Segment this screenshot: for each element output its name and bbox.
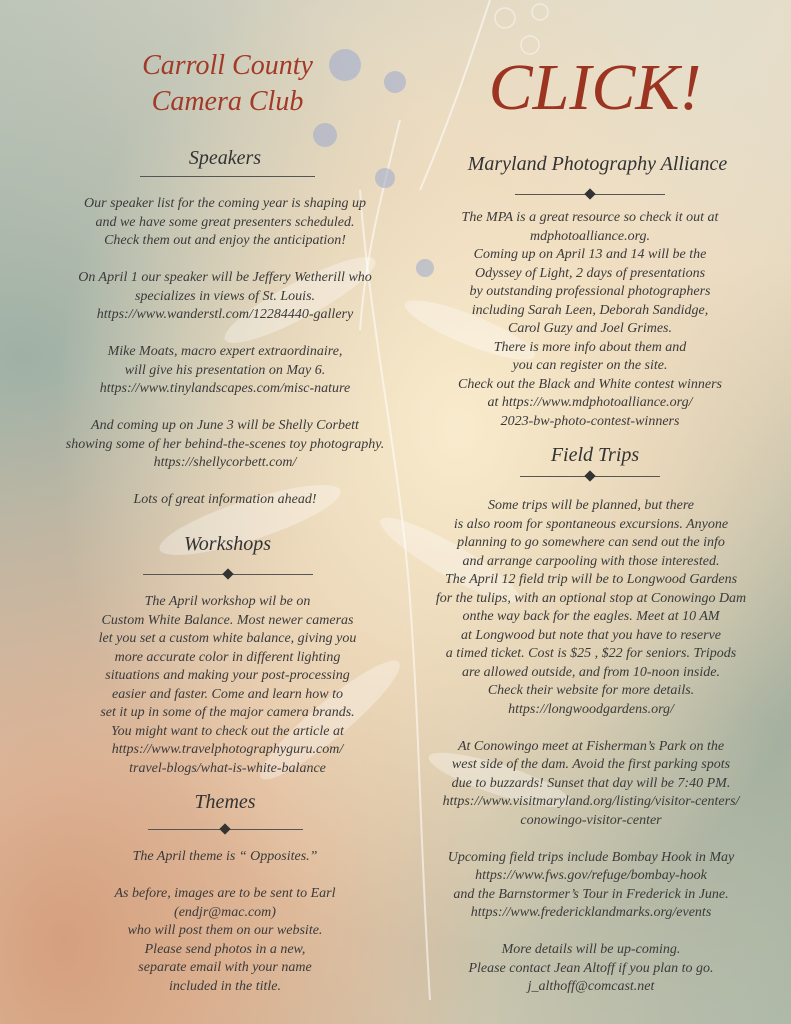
workshops-body: The April workshop wil be on Custom White Balance. Most newer cameras let you set a custom white balance, giving you more accurate color in different lighting situations and making your post-processing easier and faster. Come and learn how to set it up in some of the major camera brands. You might want to check out the article at https://www.travelphotographyguru.com/ travel-blogs/what-is-white-balance (98, 594, 357, 776)
newsletter-title: CLICK! (488, 51, 702, 124)
mpa-heading: Maryland Photography Alliance (467, 153, 728, 175)
themes-body: The April theme is “ Opposites.” As before, images are to be sent to Earl (endjr@mac.com) who will post them on our website. Please send photos in a new, separate email with your name included in the title. (114, 849, 336, 994)
speakers-heading: Speakers (188, 147, 262, 169)
speakers-divider (140, 176, 315, 177)
field-trips-heading: Field Trips (550, 444, 640, 466)
mpa-body: The MPA is a great resource so check it out at mdphotoalliance.org. Coming up on April 13 and 14 will be the Odyssey of Light, 2 days of presentations by outstanding professional photographers including Sarah Leen, Deborah Sandidge, Carol Guzy and Joel Grimes. There is more info about them and you can register on the site. Check out the Black and White contest winners at https://www.mdphotoalliance.org/ 2023-bw-photo-contest-winners (458, 210, 722, 429)
club-name: Carroll County Camera Club (142, 50, 313, 117)
themes-heading: Themes (194, 791, 256, 813)
workshops-heading: Workshops (183, 533, 272, 555)
field-trips-body: Some trips will be planned, but there is also room for spontaneous excursions. Anyone planning to go somewhere can send out the info and arrange carpooling with those interested. The April 12 field trip will be to Longwood Gardens for the tulips, with an optional stop at Conowingo Dam onthe way back for the eagles. Meet at 10 AM at Longwood but note that you have to reserve a timed ticket. Cost is $25 , $22 for seniors. Tripods are allowed outside, and from 10-noon inside. Check their website for more details. https://longwoodgardens.org/ At Conowingo meet at Fisherman’s Park on the west side of the dam. Avoid the first parking spots due to buzzards! Sunset that day will be 7:40 PM. https://www.visitmaryland.org/listing/visitor-centers/ conowingo-visitor-center Upcoming field trips include Bombay Hook in May https://www.fws.gov/refuge/bombay-hook and the Barnstormer’s Tour in Frederick in June. https://www.fredericklandmarks.org/events More details will be up-coming. Please contact Jean Altoff if you plan to go. j_althoff@comcast.net (435, 498, 747, 994)
speakers-body: Our speaker list for the coming year is shaping up and we have some great presenters scheduled. Check them out and enjoy the anticipation! On April 1 our speaker will be Jeffery Wetherill who specializes in views of St. Louis. https://www.wanderstl.com/12284440-gallery Mike Moats, macro expert extraordinaire, will give his presentation on May 6. https://www.tinylandscapes.com/misc-nature And coming up on June 3 will be Shelly Corbett showing some of her behind-the-scenes toy photography. https://shellycorbett.com/ Lots of great information ahead! (65, 196, 385, 507)
